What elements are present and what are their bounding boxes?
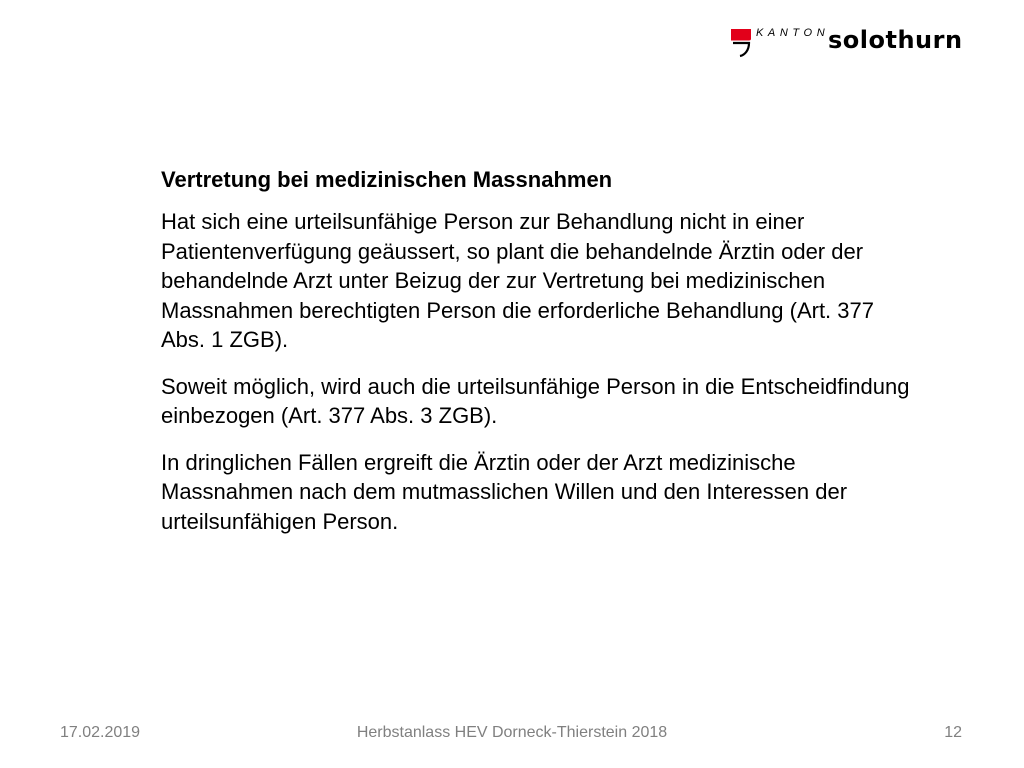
footer-title: Herbstanlass HEV Dorneck-Thierstein 2018 xyxy=(356,724,668,741)
logo-solothurn-text: solothurn xyxy=(828,26,963,54)
paragraph-treatment-plan: Hat sich eine urteilsunfähige Person zur Behandlung nicht in einer Patientenverfügung geäussert, so plant die behandelnde Ärztin oder der behandelnde Arzt unter Beizug der zur Vertretung bei medizinischen Massnahmen berechtigten Person die erforderliche Behandlung (Art. 377 Abs. 1 ZGB). xyxy=(161,209,874,352)
slide-content xyxy=(161,165,921,553)
paragraph-urgent-cases: In dringlichen Fällen ergreift die Ärztin oder der Arzt medizinische Massnahmen nach dem mutmasslichen Willen und den Interessen der urteilsunfähigen Person. xyxy=(161,449,848,534)
canton-shield-icon xyxy=(730,28,752,58)
kanton-solothurn-logo xyxy=(730,26,980,60)
slide-heading: Vertretung bei medizinischen Massnahmen xyxy=(161,167,613,192)
paragraph-participation: Soweit möglich, wird auch die urteilsunfähige Person in die Entscheidfindung einbezogen (Art. 377 Abs. 3 ZGB). xyxy=(161,373,910,428)
logo-kanton-text: KANTON xyxy=(756,27,830,39)
footer-date: 17.02.2019 xyxy=(60,724,141,741)
footer-page-number: 12 xyxy=(944,724,962,741)
